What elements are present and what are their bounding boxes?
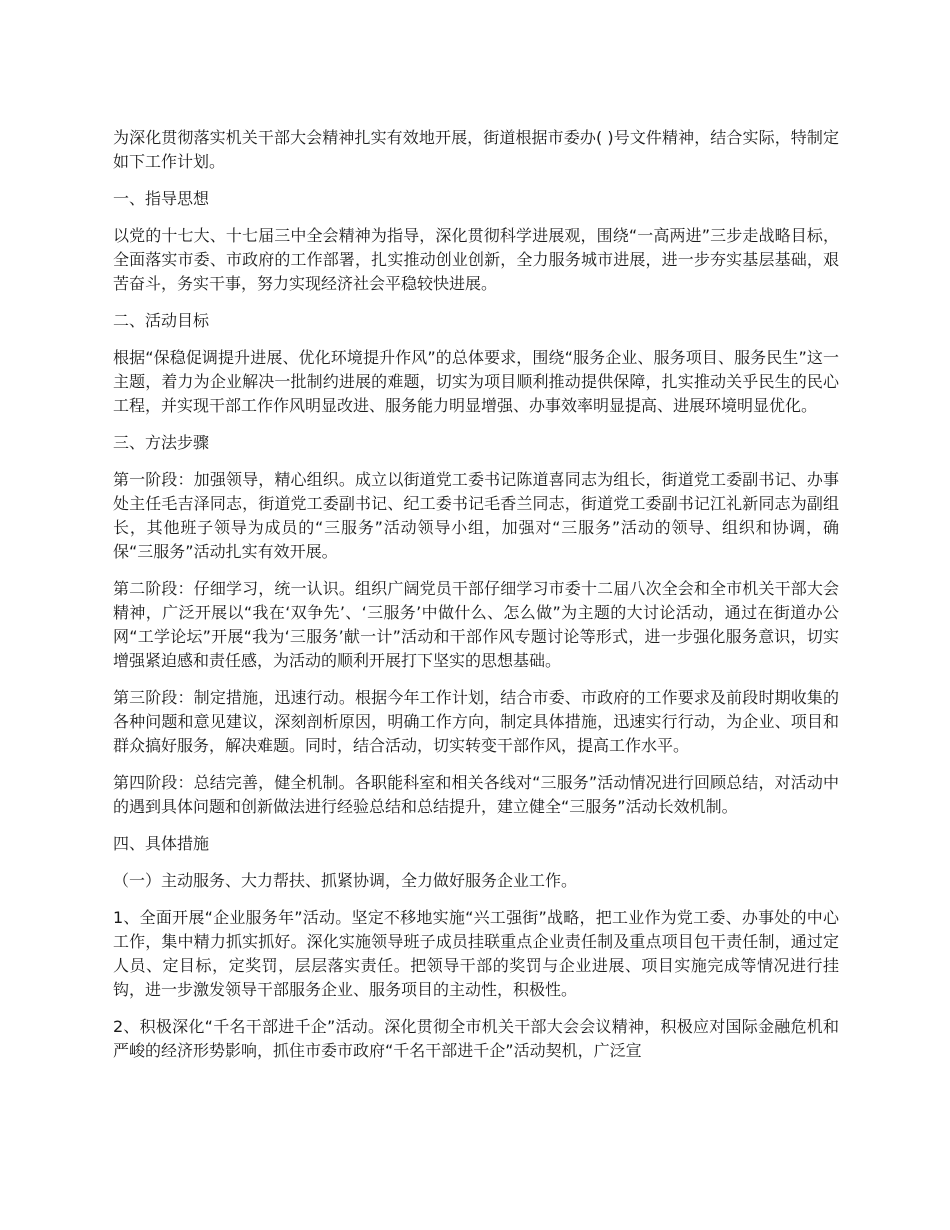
section-heading-method-steps: 三、方法步骤 bbox=[113, 433, 210, 452]
stage-two-paragraph: 第二阶段：仔细学习，统一认识。组织广阔党员干部仔细学习市委十二届八次全会和全市机关干部大会精神，广泛开展以“我在‘双争先’、‘三服务’中做什么、怎么做”为主题的大讨论活动，通过在街道办公网“工学论坛”开展“我为‘三服务’献一计”活动和干部作风专题讨论等形式，进一步强化服务意识，切实增强紧迫感和责任感，为活动的顺利开展打下坚实的思想基础。 bbox=[113, 579, 839, 670]
section-heading-specific-measures: 四、具体措施 bbox=[113, 834, 210, 853]
document-body bbox=[113, 126, 839, 1076]
stage-four-paragraph: 第四阶段：总结完善，健全机制。各职能科室和相关各线对“三服务”活动情况进行回顾总结，对活动中的遇到具体问题和创新做法进行经验总结和总结提升，建立健全“三服务”活动长效机制。 bbox=[113, 773, 839, 816]
activity-goal-paragraph: 根据“保稳促调提升进展、优化环境提升作风”的总体要求，围绕“服务企业、服务项目、服务民生”这一主题，着力为企业解决一批制约进展的难题，切实为项目顺利推动提供保障，扎实推动关乎民生的民心工程，并实现干部工作作风明显改进、服务能力明显增强、办事效率明显提高、进展环境明显优化。 bbox=[113, 348, 839, 415]
section-heading-guiding-thought: 一、指导思想 bbox=[113, 189, 210, 208]
guiding-thought-paragraph: 以党的十七大、十七届三中全会精神为指导，深化贯彻科学进展观，围绕“一高两进”三步走战略目标，全面落实市委、市政府的工作部署，扎实推动创业创新，全力服务城市进展，进一步夯实基层基础，艰苦奋斗，务实干事，努力实现经济社会平稳较快进展。 bbox=[113, 226, 839, 293]
measure-item-two: 2、积极深化“千名干部进千企”活动。深化贯彻全市机关干部大会会议精神，积极应对国际金融危机和严峻的经济形势影响，抓住市委市政府“千名干部进千企”活动契机，广泛宣 bbox=[113, 1017, 839, 1060]
measure-item-one: 1、全面开展“企业服务年”活动。坚定不移地实施“兴工强街”战略，把工业作为党工委、办事处的中心工作，集中精力抓实抓好。深化实施领导班子成员挂联重点企业责任制及重点项目包干责任制，通过定人员、定目标，定奖罚，层层落实责任。把领导干部的奖罚与企业进展、项目实施完成等情况进行挂钩，进一步激发领导干部服务企业、服务项目的主动性，积极性。 bbox=[113, 908, 839, 999]
stage-three-paragraph: 第三阶段：制定措施，迅速行动。根据今年工作计划，结合市委、市政府的工作要求及前段时期收集的各种问题和意见建议，深刻剖析原因，明确工作方向，制定具体措施，迅速实行行动，为企业、项目和群众搞好服务，解决难题。同时，结合活动，切实转变干部作风，提高工作水平。 bbox=[113, 688, 839, 755]
intro-paragraph: 为深化贯彻落实机关干部大会精神扎实有效地开展，街道根据市委办( )号文件精神，结合实际，特制定如下工作计划。 bbox=[113, 128, 839, 171]
stage-one-paragraph: 第一阶段：加强领导，精心组织。成立以街道党工委书记陈道喜同志为组长，街道党工委副书记、办事处主任毛吉泽同志，街道党工委副书记、纪工委书记毛香兰同志，街道党工委副书记江礼新同志为副组长，其他班子领导为成员的“三服务”活动领导小组，加强对“三服务”活动的领导、组织和协调，确保“三服务”活动扎实有效开展。 bbox=[113, 470, 839, 561]
subsection-heading-serve-enterprises: （一）主动服务、大力帮扶、抓紧协调，全力做好服务企业工作。 bbox=[113, 871, 578, 890]
section-heading-activity-goal: 二、活动目标 bbox=[113, 311, 210, 330]
